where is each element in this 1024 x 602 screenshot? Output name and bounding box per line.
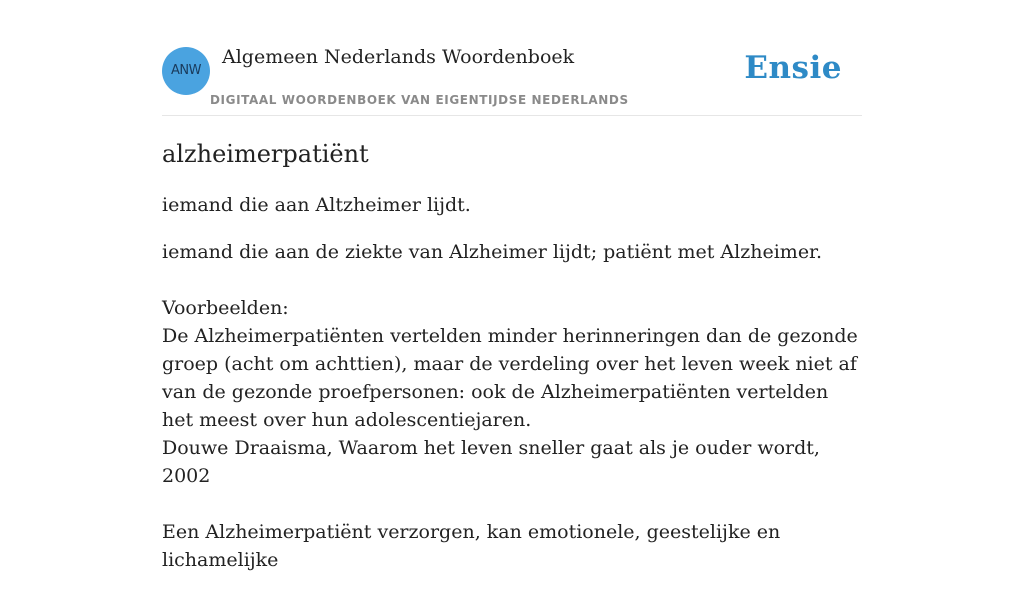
site-subtitle: DIGITAAL WOORDENBOEK VAN EIGENTIJDSE NEDERLANDS <box>210 93 629 107</box>
examples-section <box>162 294 862 574</box>
example-quote: De Alzheimerpatiënten vertelden minder herinneringen dan de gezonde groep (acht om achttien), maar de verdeling over het leven week niet af van de gezonde proefpersonen: ook de Alzheimerpatiënten vertelden het meest over hun adolescentiejaren. <box>162 325 858 431</box>
site-header <box>162 0 862 116</box>
example-item <box>162 518 862 574</box>
ensie-brand-logo[interactable]: Ensie <box>744 50 842 86</box>
examples-label: Voorbeelden: <box>162 297 289 319</box>
example-source: Douwe Draaisma, Waarom het leven sneller gaat als je ouder wordt, 2002 <box>162 437 820 487</box>
short-definition: iemand die aan Altzheimer lijdt. <box>162 194 471 216</box>
anw-logo[interactable]: ANW <box>162 47 210 95</box>
entry-content <box>162 138 862 602</box>
entry-headword: alzheimerpatiënt <box>162 140 369 168</box>
long-definition: iemand die aan de ziekte van Alzheimer lijdt; patiënt met Alzheimer. <box>162 241 823 263</box>
example-item <box>162 322 862 490</box>
example-quote: Een Alzheimerpatiënt verzorgen, kan emotionele, geestelijke en lichamelijke <box>162 521 781 571</box>
site-title[interactable]: Algemeen Nederlands Woordenboek <box>222 46 575 68</box>
